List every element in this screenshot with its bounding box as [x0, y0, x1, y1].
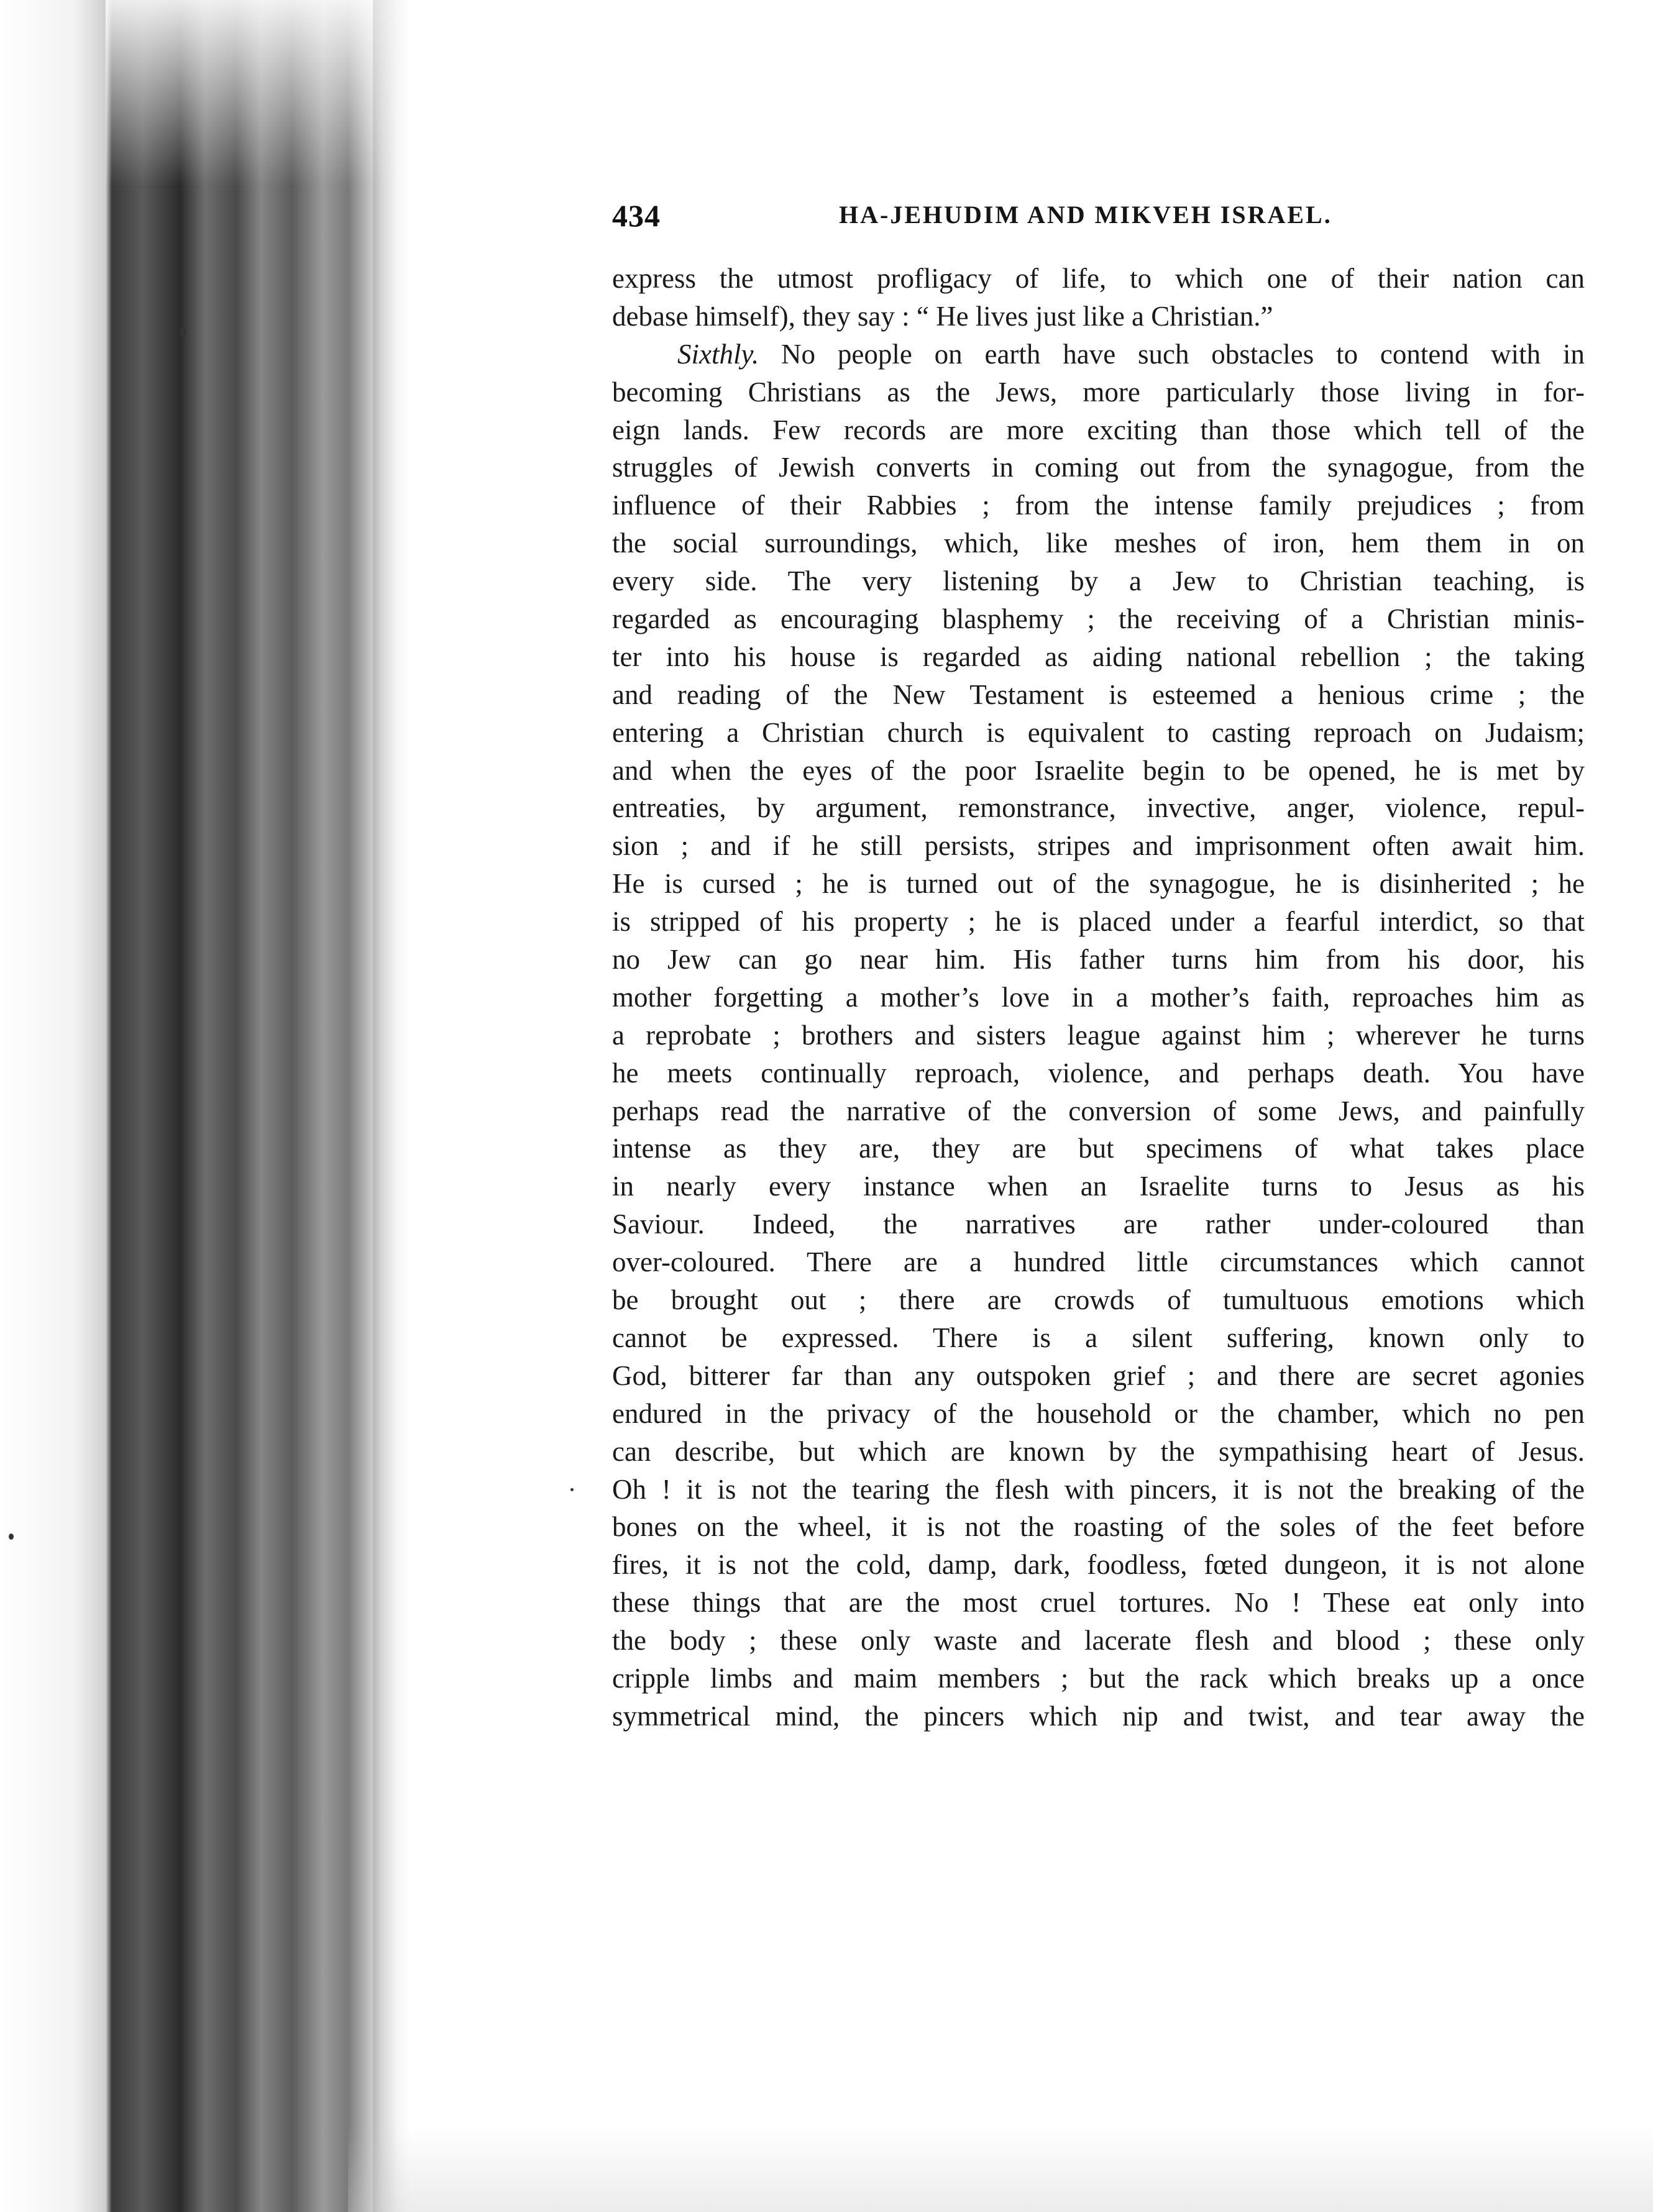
text-line: and when the eyes of the poor Israelite begin to be opened, he is met by — [612, 754, 1585, 786]
text-line: mother forgetting a mother’s love in a mother’s faith, reproaches him as — [612, 981, 1585, 1013]
text-line: cripple limbs and maim members ; but the rack which breaks up a once — [612, 1662, 1585, 1694]
text-line: struggles of Jewish converts in coming out from the synagogue, from the — [612, 452, 1585, 483]
text-line: the body ; these only waste and lacerate flesh and blood ; these only — [612, 1625, 1585, 1657]
text-line: entering a Christian church is equivalent to casting reproach on Judaism; — [612, 716, 1585, 748]
page-bottom-shade — [348, 2125, 1653, 2212]
ink-speck — [180, 328, 186, 337]
text-line: regarded as encouraging blasphemy ; the receiving of a Christian minis- — [612, 603, 1585, 635]
text-line: he meets continually reproach, violence, and perhaps death. You have — [612, 1057, 1585, 1089]
text-line: these things that are the most cruel tortures. No ! These eat only into — [612, 1587, 1585, 1619]
text-line: eign lands. Few records are more exciting than those which tell of the — [612, 414, 1585, 446]
text-line: intense as they are, they are but specimens of what takes place — [612, 1133, 1585, 1164]
text-line: the social surroundings, which, like meshes of iron, hem them in on — [612, 528, 1585, 559]
text-line: in nearly every instance when an Israelite turns to Jesus as his — [612, 1171, 1585, 1202]
text-line: cannot be expressed. There is a silent suffering, known only to — [612, 1322, 1585, 1353]
paragraph-first-line — [612, 336, 1585, 373]
text-line: over-coloured. There are a hundred little circumstances which cannot — [612, 1246, 1585, 1278]
text-line: be brought out ; there are crowds of tumultuous emotions which — [612, 1284, 1585, 1316]
text-line: every side. The very listening by a Jew to Christian teaching, is — [612, 565, 1585, 597]
text-line: endured in the privacy of the household or the chamber, which no pen — [612, 1397, 1585, 1429]
text-line: becoming Christians as the Jews, more particularly those living in for- — [612, 376, 1585, 408]
text-line: sion ; and if he still persists, stripes and imprisonment often await him. — [612, 830, 1585, 862]
text-line: no Jew can go near him. His father turns him from his door, his — [612, 944, 1585, 976]
spine-highlight — [106, 0, 398, 186]
text-line: Oh ! it is not the tearing the flesh with pincers, it is not the breaking of the — [612, 1473, 1585, 1505]
text-line: and reading of the New Testament is esteemed a henious crime ; the — [612, 679, 1585, 710]
ink-speck — [570, 1488, 574, 1491]
text-line-rest: No people on earth have such obstacles to contend with in — [759, 338, 1585, 370]
ink-speck — [9, 1533, 14, 1540]
text-line: God, bitterer far than any outspoken grief ; and there are secret agonies — [612, 1360, 1585, 1391]
book-spine — [0, 0, 398, 2212]
paragraph-lead-word: Sixthly. — [677, 338, 759, 370]
text-line: Saviour. Indeed, the narratives are rather under-coloured than — [612, 1209, 1585, 1240]
text-line: ter into his house is regarded as aiding national rebellion ; the taking — [612, 641, 1585, 672]
running-title: HA-JEHUDIM AND MIKVEH ISRAEL. — [839, 201, 1332, 229]
text-line: symmetrical mind, the pincers which nip and twist, and tear away the — [612, 1700, 1585, 1732]
text-line: entreaties, by argument, remonstrance, invective, anger, violence, repul- — [612, 792, 1585, 824]
page-header — [612, 198, 1380, 235]
text-line: fires, it is not the cold, damp, dark, foodless, fœted dungeon, it is not alone — [612, 1549, 1585, 1581]
text-line: He is cursed ; he is turned out of the synagogue, he is disinherited ; he — [612, 868, 1585, 900]
text-line: a reprobate ; brothers and sisters league against him ; wherever he turns — [612, 1019, 1585, 1051]
text-line: perhaps read the narrative of the conversion of some Jews, and painfully — [612, 1095, 1585, 1127]
text-line: is stripped of his property ; he is placed under a fearful interdict, so that — [612, 906, 1585, 938]
text-line: express the utmost profligacy of life, to which one of their nation can — [612, 263, 1585, 294]
body-text — [612, 260, 1585, 1735]
text-line: influence of their Rabbies ; from the intense family prejudices ; from — [612, 490, 1585, 521]
page-number: 434 — [612, 198, 661, 233]
text-line: can describe, but which are known by the sympathising heart of Jesus. — [612, 1435, 1585, 1467]
page-gutter-shadow — [373, 0, 410, 2212]
text-line: debase himself), they say : “ He lives just like a Christian.” — [612, 300, 1273, 332]
text-line: bones on the wheel, it is not the roasting of the soles of the feet before — [612, 1511, 1585, 1543]
